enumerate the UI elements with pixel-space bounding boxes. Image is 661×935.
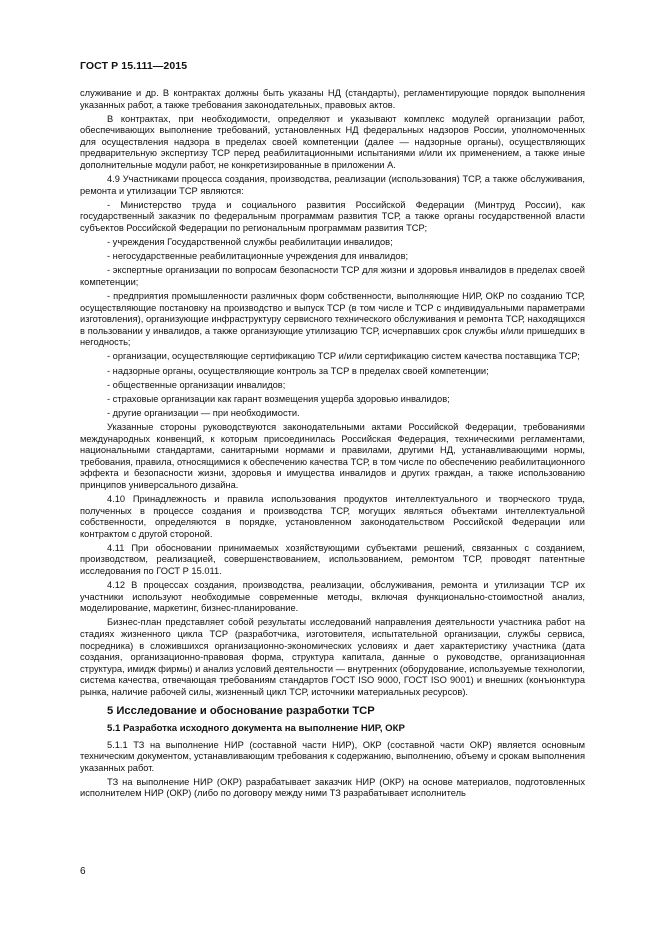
list-item: - Министерство труда и социального развития Российской Федерации (Минтруд России), как государственный заказчик по федеральным программам развития ТСР, а также органы государственной власти субъектов Российской Федерации по региональным программам развития ТСР;	[80, 199, 585, 234]
document-body	[80, 88, 585, 803]
list-item: - учреждения Государственной службы реабилитации инвалидов;	[107, 237, 393, 248]
paragraph: 4.9 Участниками процесса создания, производства, реализации (использования) ТСР, а также обслуживания, ремонта и утилизации ТСР являются:	[80, 174, 585, 196]
paragraph: 4.12 В процессах создания, производства, реализации, обслуживания, ремонта и утилизации ТСР их участники используют необходимые современные методы, включая функционально-стоимостной анализ, моделирование, маркетинг, бизнес-планирование.	[80, 580, 585, 614]
subsection-heading: 5.1 Разработка исходного документа на выполнение НИР, ОКР	[107, 722, 405, 734]
paragraph: 4.10 Принадлежность и правила использования продуктов интеллектуального и творческого труда, полученных в процессе создания и производства ТСР, могущих являться объектами интеллектуальной собственности, определяются в порядке, установленном законодательством Российской Федерации или контрактом с другой стороной.	[80, 494, 585, 539]
paragraph: ТЗ на выполнение НИР (ОКР) разрабатывает заказчик НИР (ОКР) на основе материалов, подготовленных исполнителем НИР (ОКР) (либо по договору между ними ТЗ разрабатывает исполнитель	[80, 776, 585, 799]
paragraph: Бизнес-план представляет собой результаты исследований направления деятельности участника работ на стадиях жизненного цикла ТСР (разработчика, изготовителя, испытательной организации, службы сервиса, посредника) в сложившихся организационно-экономических условиях и дает характеристику участника (дата создания, организационно-правовая форма, структура капитала, данные о руководстве, организационная структура, имидж фирмы) и анализ условий деятельности — внутренних (оборудование, используемые технологии, система качества, отвечающая требованиям стандартов ГОСТ ISO 9000, ГОСТ ISO 9001) и внешних (конъюнктура рынка, наличие рабочей силы, жизненный цикл ТСР, источники материальных ресурсов).	[80, 617, 585, 697]
list-item: - другие организации — при необходимости.	[107, 407, 300, 418]
section-heading: 5 Исследование и обоснование разработки ТСР	[107, 704, 375, 717]
page-number: 6	[80, 866, 86, 877]
list-item: - организации, осуществляющие сертификацию ТСР и/или сертификацию систем качества поставщика ТСР;	[107, 351, 580, 362]
paragraph: В контрактах, при необходимости, определяют и указывают комплекс модулей организации работ, обеспечивающих выполнение требований, установленных НД федеральных надзоров России, уполномоченных для осуществления надзора в пределах своей компетенции (далее — надзорные органы), осуществляющих предварительную экспертизу ТСР перед реабилитационными испытаниями и/или их применением, а также иные дополнительные модули работ, не конкретизированные в приложении А.	[80, 113, 585, 171]
list-item: - негосударственные реабилитационные учреждения для инвалидов;	[107, 251, 409, 262]
list-item: - экспертные организации по вопросам безопасности ТСР для жизни и здоровья инвалидов в пределах своей компетенции;	[80, 265, 585, 287]
paragraph: Указанные стороны руководствуются законодательными актами Российской Федерации, требованиями международных конвенций, к которым присоединилась Российская Федерация, техническими регламентами, национальными стандартами, санитарными нормами и правилами, другими НД, устанавливающими нормы, требования, правила, относящимися к обеспечению качества ТСР, в том числе по обеспечению реабилитационного эффекта и безопасности жизни, здоровья и имущества инвалидов и других граждан, а также использованию принципов универсального дизайна.	[80, 421, 585, 490]
paragraph: 5.1.1 ТЗ на выполнение НИР (составной части НИР), ОКР (составной части ОКР) является основным техническим документом, устанавливающим требования к содержанию, выполнению, объему и срокам выполнения указанных работ.	[80, 739, 585, 773]
paragraph: служивание и др. В контрактах должны быть указаны НД (стандарты), регламентирующие порядок выполнения указанных работ, а также требования законодательных, правовых актов.	[80, 88, 585, 110]
list-item: - предприятия промышленности различных форм собственности, выполняющие НИР, ОКР по созданию ТСР, осуществляющие постановку на производство и выпуск ТСР (в том числе и ТСР с индивидуальными параметрами изготовления), организующие инфраструктуру сервисного технического обслуживания и ремонта ТСР, находящихся в пользовании у инвалидов, а также организующие утилизацию ТСР, исчерпавших срок службы и/или пришедших в негодность;	[80, 291, 585, 348]
list-item: - страховые организации как гарант возмещения ущерба здоровью инвалидов;	[107, 393, 450, 404]
list-item: - надзорные органы, осуществляющие контроль за ТСР в пределах своей компетенции;	[107, 365, 489, 376]
document-header: ГОСТ Р 15.111—2015	[80, 60, 188, 72]
paragraph: 4.11 При обосновании принимаемых хозяйствующими субъектами решений, связанных с созданием, производством, реализацией, совершенствованием, использованием, ремонтом ТСР, проводят патентные исследования по ГОСТ Р 15.011.	[80, 542, 585, 577]
list-item: - общественные организации инвалидов;	[107, 379, 286, 390]
